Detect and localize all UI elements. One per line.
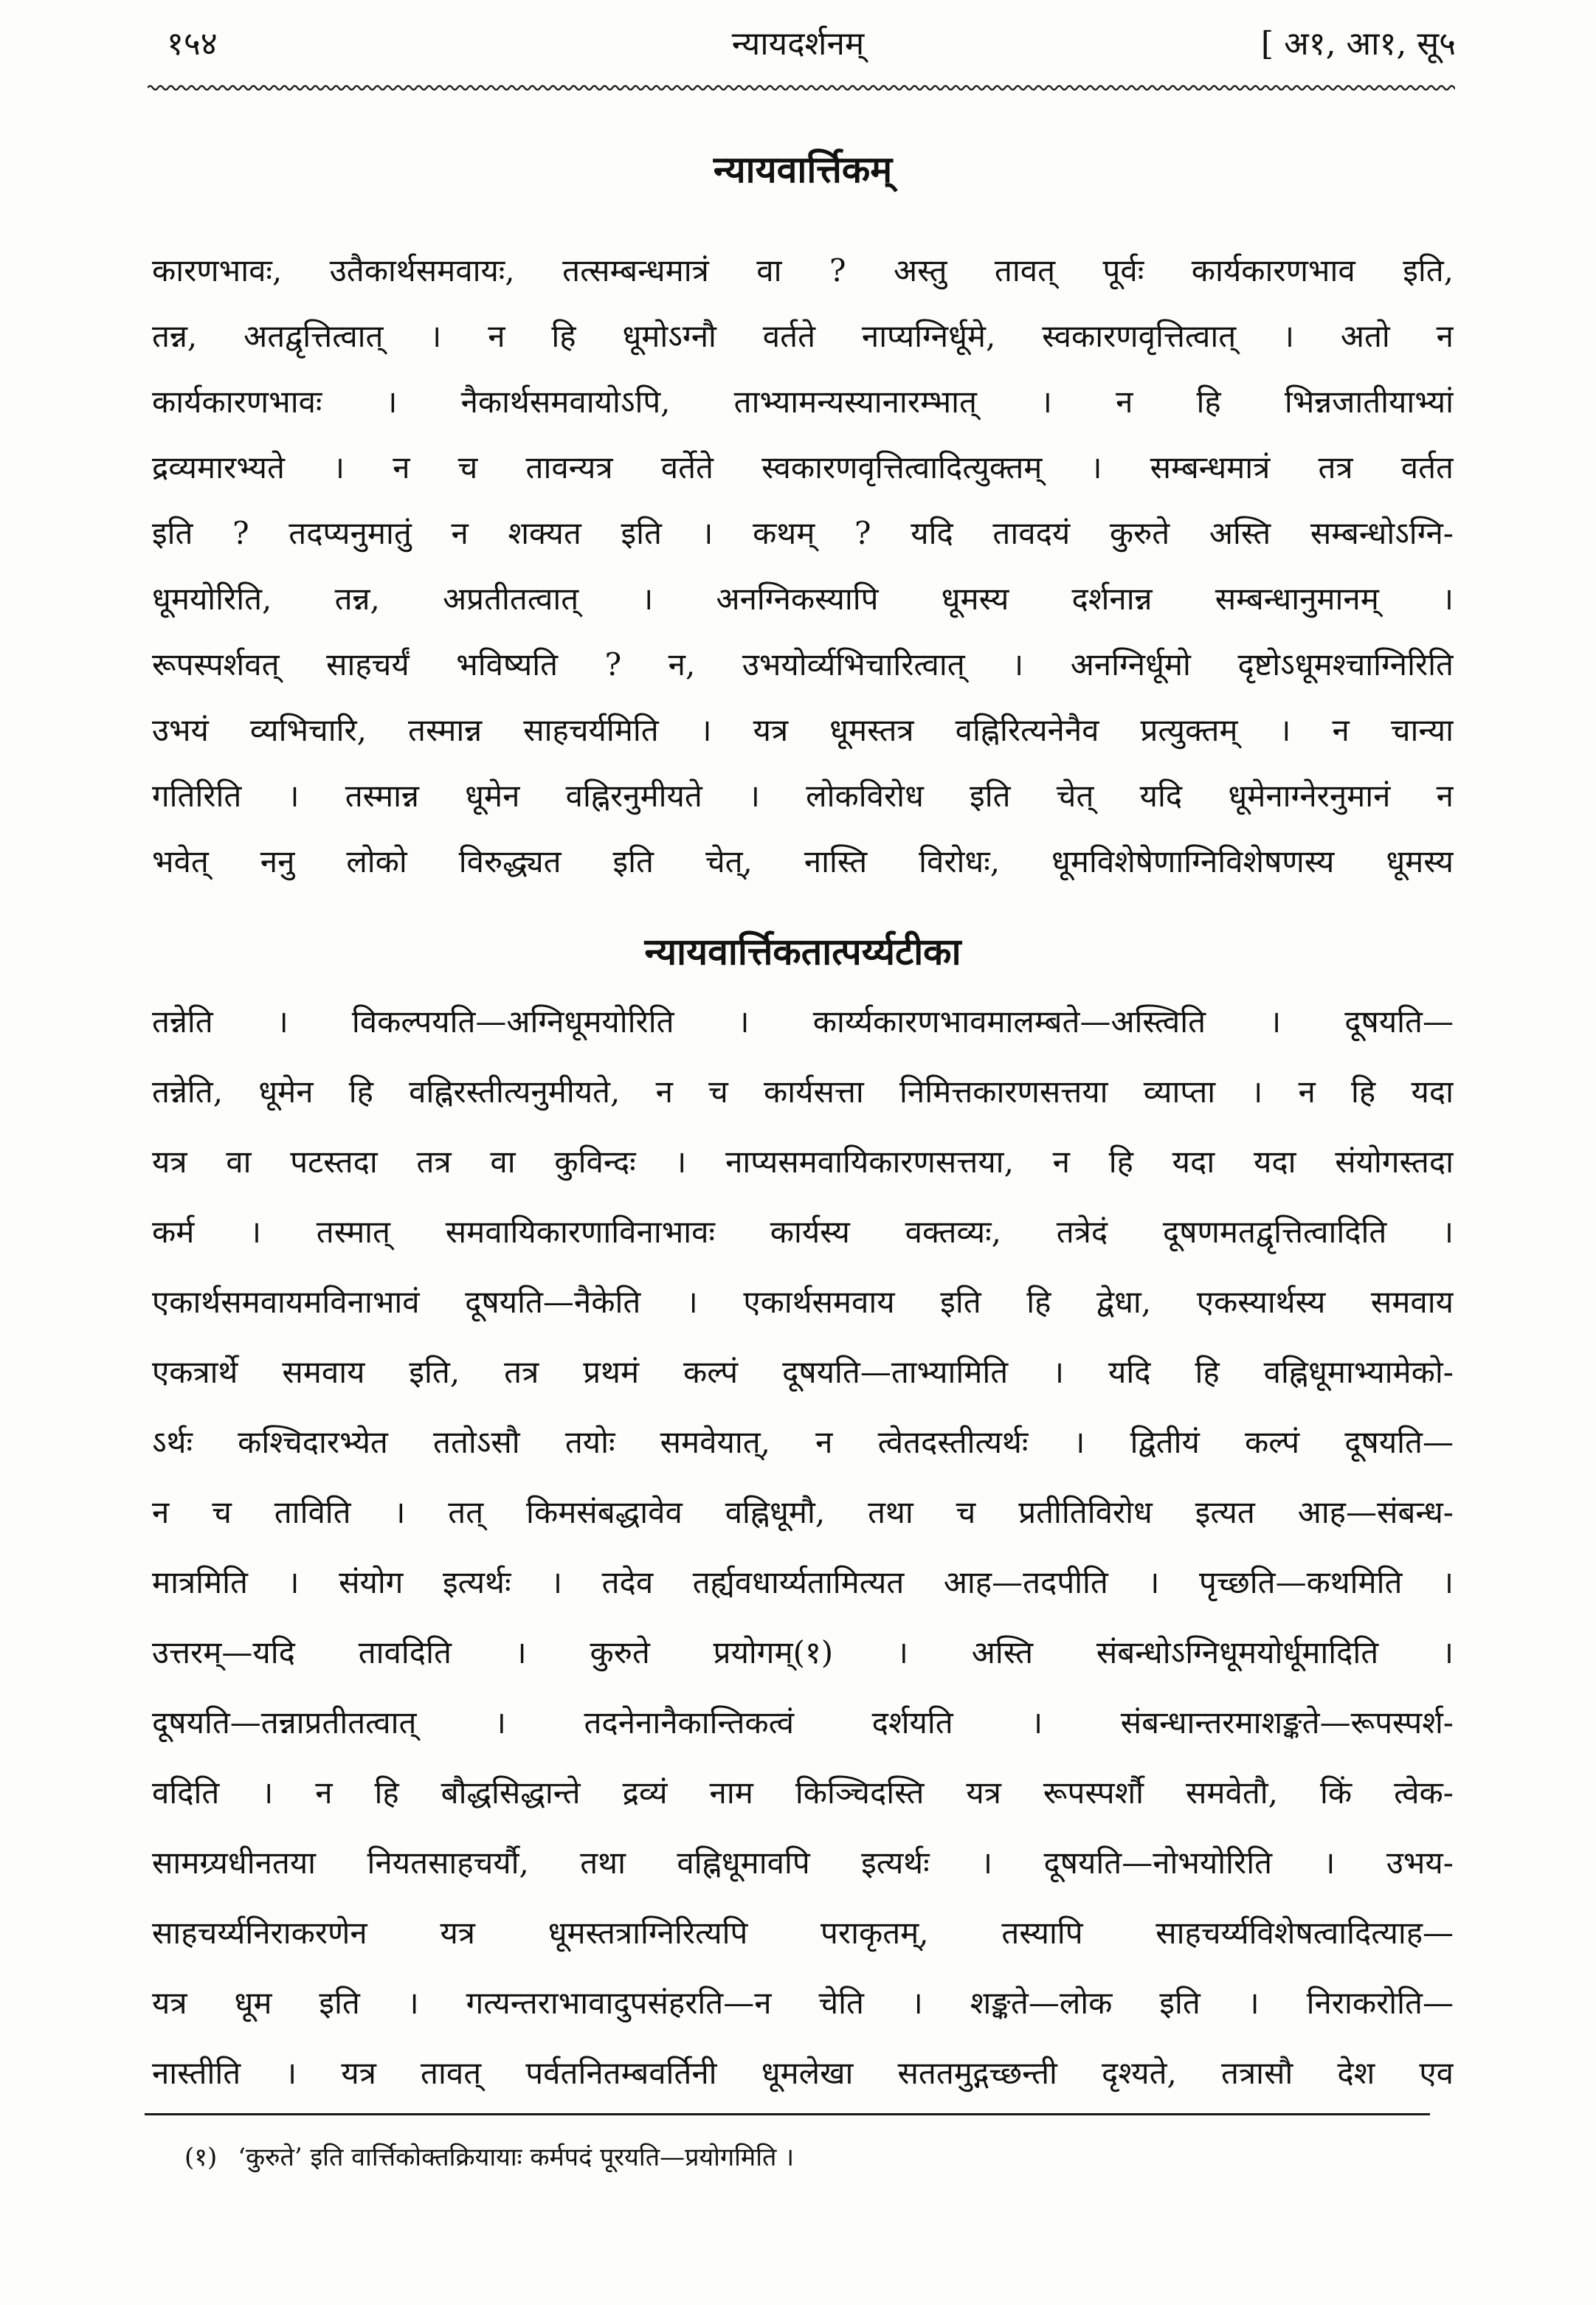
vartika-heading: न्यायवार्त्तिकम्	[713, 148, 893, 191]
tika-line: साहचर्य्यनिराकरणेन यत्र धूमस्तत्राग्निरित्यपि पराकृतम्, तस्यापि साहचर्य्यविशेषत्वादित्याह—	[152, 1915, 1454, 1951]
vartika-line: द्रव्यमारभ्यते । न च तावन्यत्र वर्तेते स्वकारणवृत्तित्वादित्युक्तम् । सम्बन्धमात्रं तत्र वर्तत	[152, 449, 1454, 485]
tika-line: ऽर्थः कश्चिदारभ्येत ततोऽसौ तयोः समवेयात्, न त्वेतदस्तीत्यर्थः । द्वितीयं कल्पं दूषयति—	[152, 1424, 1454, 1460]
tika-line: एकत्रार्थे समवाय इति, तत्र प्रथमं कल्पं दूषयति—ताभ्यामिति । यदि हि वह्निधूमाभ्यामेको-	[152, 1354, 1454, 1390]
tika-line: तन्नेति, धूमेन हि वह्निरस्तीत्यनुमीयते, न च कार्यसत्ता निमित्तकारणसत्तया व्याप्ता । न हि यदा	[152, 1074, 1454, 1110]
tika-line: यत्र धूम इति । गत्यन्तराभावादुपसंहरति—न चेति । शङ्कते—लोक इति । निराकरोति—	[152, 1985, 1454, 2021]
vartika-line: कार्यकारणभावः । नैकार्थसमवायोऽपि, ताभ्यामन्यस्यानारम्भात् । न हि भिन्नजातीयाभ्यां	[152, 384, 1454, 420]
vartika-line: धूमयोरिति, तन्न, अप्रतीतत्वात् । अनग्निकस्यापि धूमस्य दर्शनान्न सम्बन्धानुमानम् ।	[152, 581, 1454, 617]
tika-line: वदिति । न हि बौद्धसिद्धान्ते द्रव्यं नाम किञ्चिदस्ति यत्र रूपस्पर्शौ समवेतौ, किं त्वेक-	[152, 1774, 1454, 1811]
header-wavy-rule	[148, 81, 1455, 94]
tika-line: यत्र वा पटस्तदा तत्र वा कुविन्दः । नाप्यसमवायिकारणसत्तया, न हि यदा यदा संयोगस्तदा	[152, 1144, 1454, 1180]
tika-line: तन्नेति । विकल्पयति—अग्निधूमयोरिति । कार्य्यकारणभावमालम्बते—अस्त्विति । दूषयति—	[152, 1003, 1454, 1040]
tika-heading: न्यायवार्त्तिकतात्पर्य्यटीका	[644, 930, 961, 973]
tika-line: सामग्र्यधीनतया नियतसाहचर्यौ, तथा वह्निधूमावपि इत्यर्थः । दूषयति—नोभयोरिति । उभय-	[152, 1845, 1454, 1881]
tika-line: उत्तरम्—यदि तावदिति । कुरुते प्रयोगम्(१) । अस्ति संबन्धोऽग्निधूमयोर्धूमादिति ।	[152, 1634, 1454, 1670]
vartika-line: भवेत् ननु लोको विरुद्ध्यत इति चेत्, नास्ति विरोधः, धूमविशेषेणाग्निविशेषणस्य धूमस्य	[152, 843, 1454, 880]
vartika-line: कारणभावः, उतैकार्थसमवायः, तत्सम्बन्धमात्रं वा ? अस्तु तावत् पूर्वः कार्यकारणभाव इति,	[152, 252, 1454, 288]
footnote-rule	[145, 2113, 1430, 2115]
vartika-line: इति ? तदप्यनुमातुं न शक्यत इति । कथम् ? यदि तावदयं कुरुते अस्ति सम्बन्धोऽग्नि-	[152, 515, 1454, 551]
vartika-line: गतिरिति । तस्मान्न धूमेन वह्निरनुमीयते । लोकविरोध इति चेत् यदि धूमेनाग्नेरनुमानं न	[152, 778, 1454, 814]
chapter-location: [ अ१, आ१, सू५	[1260, 25, 1456, 63]
tika-line: दूषयति—तन्नाप्रतीतत्वात् । तदनेनानैकान्तिकत्वं दर्शयति । संबन्धान्तरमाशङ्कते—रूपस्पर्श-	[152, 1704, 1454, 1741]
tika-line: एकार्थसमवायमविनाभावं दूषयति—नैकेति । एकार्थसमवाय इति हि द्वेधा, एकस्यार्थस्य समवाय	[152, 1284, 1454, 1320]
tika-line: नास्तीति । यत्र तावत् पर्वतनितम्बवर्तिनी धूमलेखा सततमुद्गच्छन्ती दृश्यते, तत्रासौ देश एव	[152, 2055, 1454, 2091]
tika-line: न च ताविति । तत् किमसंबद्धावेव वह्निधूमौ, तथा च प्रतीतिविरोध इत्यत आह—संबन्ध-	[152, 1494, 1454, 1530]
footnote-text: ‘कुरुते’ इति वार्त्तिकोक्तक्रियायाः कर्मपदं पूरयति—प्रयोगमिति ।	[238, 2143, 795, 2172]
footnote	[184, 2135, 1439, 2180]
vartika-line: तन्न, अतद्वृत्तित्वात् । न हि धूमोऽग्नौ वर्तते नाप्यग्निर्धूमे, स्वकारणवृत्तित्वात् । अतो न	[152, 318, 1454, 354]
footnote-marker: (१)	[184, 2143, 218, 2172]
vartika-line: उभयं व्यभिचारि, तस्मान्न साहचर्यमिति । यत्र धूमस्तत्र वह्निरित्यनेनैव प्रत्युक्तम् । न चान्या	[152, 712, 1454, 748]
tika-line: मात्रमिति । संयोग इत्यर्थः । तदेव तर्ह्यवधार्य्यतामित्यत आह—तदपीति । पृच्छति—कथमिति ।	[152, 1564, 1454, 1600]
tika-line: कर्म । तस्मात् समवायिकारणाविनाभावः कार्यस्य वक्तव्यः, तत्रेदं दूषणमतद्वृत्तित्वादिति ।	[152, 1214, 1454, 1250]
wavy-rule-path	[148, 86, 1455, 90]
vartika-text	[152, 238, 1454, 894]
tika-text	[152, 986, 1454, 2108]
running-title: न्यायदर्शनम्	[731, 25, 865, 63]
page-number: १५४	[167, 25, 218, 63]
vartika-line: रूपस्पर्शवत् साहचर्यं भविष्यति ? न, उभयोर्व्यभिचारित्वात् । अनग्निर्धूमो दृष्टोऽधूमश्चाग्निरिति	[152, 646, 1454, 682]
